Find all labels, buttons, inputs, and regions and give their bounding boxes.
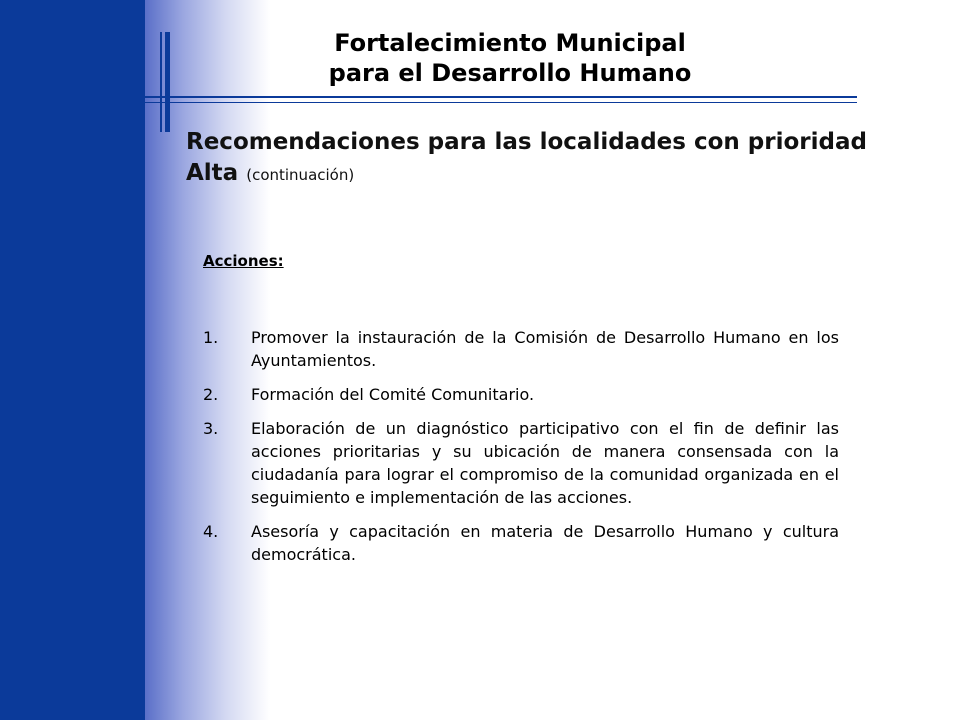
- action-list: [203, 326, 839, 577]
- list-item-text: Elaboración de un diagnóstico participativo con el fin de definir las acciones prioritarias y su ubicación de manera consensada con la ciudadanía para lograr el compromiso de la comunidad organizada en el seguimiento e implementación de las acciones.: [251, 419, 839, 507]
- list-item: [203, 417, 839, 509]
- list-item-text: Formación del Comité Comunitario.: [251, 385, 535, 404]
- decorative-horizontal-line: [145, 102, 857, 103]
- list-item: [203, 520, 839, 566]
- actions-label: Acciones:: [203, 252, 284, 270]
- decorative-vertical-line: [165, 32, 170, 132]
- list-item-number: 2.: [203, 385, 219, 404]
- list-item-text: Asesoría y capacitación en materia de Desarrollo Humano y cultura democrática.: [251, 522, 839, 564]
- section-heading-note: (continuación): [246, 166, 355, 184]
- section-heading-text: Recomendaciones para las localidades con prioridad Alta: [186, 129, 867, 186]
- decorative-vertical-line: [160, 32, 162, 132]
- section-heading: [186, 127, 886, 191]
- list-item: [203, 383, 839, 406]
- title-line: para el Desarrollo Humano: [328, 59, 692, 87]
- list-item-number: 4.: [203, 522, 219, 541]
- list-item-number: 3.: [203, 419, 219, 438]
- list-item: [203, 326, 839, 372]
- left-decorative-bar: [0, 0, 145, 720]
- list-item-number: 1.: [203, 328, 219, 347]
- list-item-text: Promover la instauración de la Comisión de Desarrollo Humano en los Ayuntamientos.: [251, 328, 839, 370]
- decorative-horizontal-line: [145, 96, 857, 98]
- page-title: [240, 28, 780, 88]
- title-line: Fortalecimiento Municipal: [334, 29, 686, 57]
